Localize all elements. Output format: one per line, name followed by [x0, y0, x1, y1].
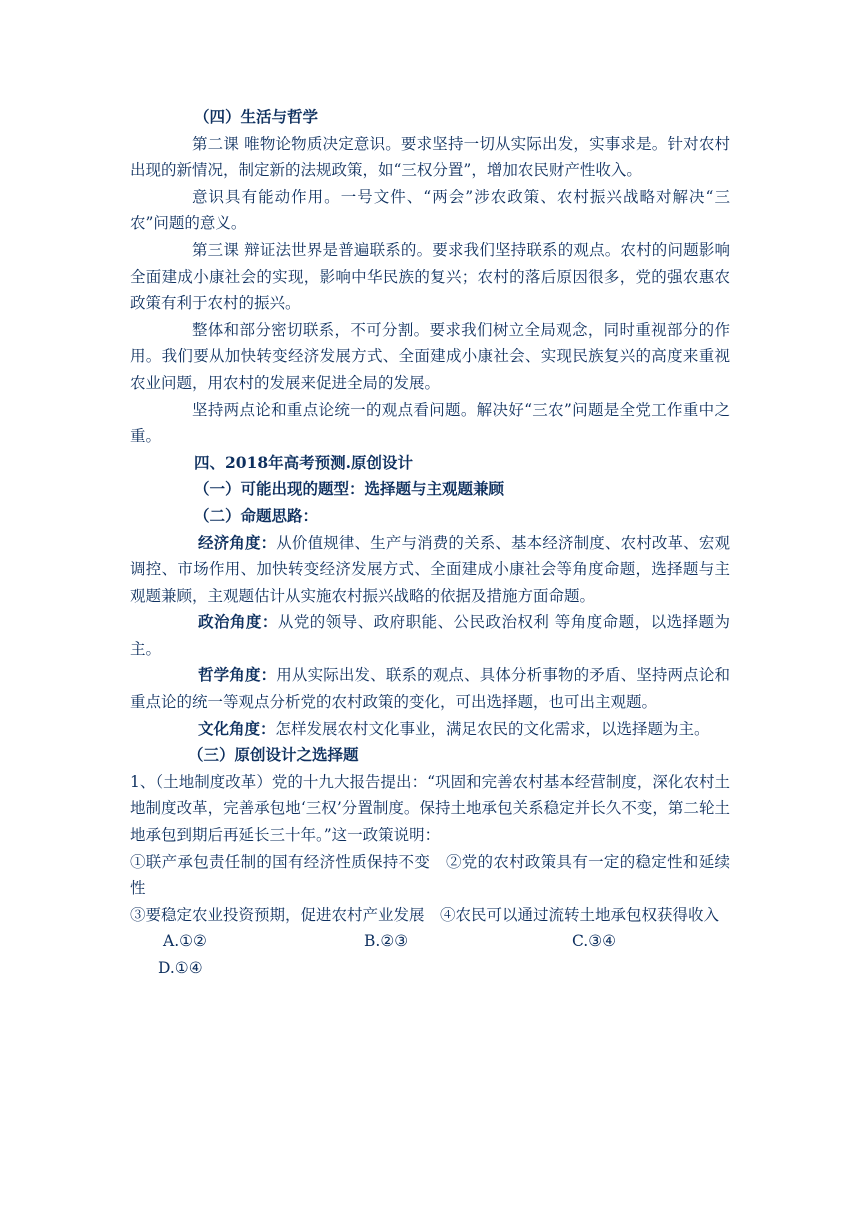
section-heading-life-philosophy: （四）生活与哲学: [194, 107, 319, 126]
paragraph: 第二课 唯物论物质决定意识。要求坚持一切从实际出发，实事求是。针对农村出现的新情况，制定新的法规政策，如“三权分置”，增加农民财产性收入。: [130, 134, 730, 180]
political-angle-text: 从党的领导、政府职能、公民政治权利 等角度命题，以选择题为主。: [130, 613, 730, 658]
question-statements-1-2: ①联产承包责任制的国有经济性质保持不变 ②党的农村政策具有一定的稳定性和延续性: [130, 852, 730, 898]
question-statements-3-4: ③要稳定农业投资预期，促进农村产业发展 ④农民可以通过流转土地承包权获得收入: [130, 905, 720, 924]
answer-options: [130, 928, 730, 984]
political-angle-paragraph: [130, 609, 730, 662]
subheading-question-types: （一）可能出现的题型：选择题与主观题兼顾: [194, 479, 505, 499]
philosophy-angle-label: 哲学角度：: [198, 665, 277, 685]
question-stem: 1、（土地制度改革）党的十九大报告提出：“巩固和完善农村基本经营制度，深化农村土地制度改革，完善承包地‘三权’分置制度。保持土地承包关系稳定并长久不变，第二轮土地承包到期后再延长三十年。”这一政策说明：: [130, 772, 730, 845]
paragraph: 第三课 辩证法世界是普遍联系的。要求我们坚持联系的观点。农村的问题影响全面建成小康社会的实现，影响中华民族的复兴；农村的落后原因很多，党的强农惠农政策有利于农村的振兴。: [130, 240, 730, 313]
subheading-approach: （二）命题思路：: [194, 505, 319, 525]
document-body: [130, 104, 730, 984]
subheading-original-design: （三）原创设计之选择题: [188, 745, 359, 765]
political-angle-label: 政治角度：: [198, 612, 278, 632]
paragraph: 整体和部分密切联系，不可分割。要求我们树立全局观念，同时重视部分的作用。我们要从加快转变经济发展方式、全面建成小康社会、实现民族复兴的高度来重视农业问题，用农村的发展来促进全局的发展。: [130, 320, 730, 392]
part-heading: 四、2018年高考预测.原创设计: [194, 452, 414, 472]
philosophy-angle-text: 用从实际出发、联系的观点、具体分析事物的矛盾、坚持两点论和重点论的统一等观点分析党的农村政策的变化，可出选择题，也可出主观题。: [130, 666, 730, 712]
philosophy-angle-paragraph: [130, 662, 730, 715]
option-b: B.②③: [364, 932, 409, 951]
culture-angle-text: 怎样发展农村文化事业，满足农民的文化需求，以选择题为主。: [275, 719, 710, 738]
option-d: D.①④: [158, 959, 203, 978]
economic-angle-paragraph: [130, 530, 730, 610]
option-a: A.①②: [163, 932, 207, 951]
paragraph: 坚持两点论和重点论统一的观点看问题。解决好“三农”问题是全党工作重中之重。: [130, 400, 730, 446]
culture-angle-paragraph: [130, 716, 730, 743]
option-c: C.③④: [572, 932, 617, 951]
culture-angle-label: 文化角度：: [198, 718, 276, 738]
economic-angle-text: 从价值规律、生产与消费的关系、基本经济制度、农村改革、宏观调控、市场作用、加快转变经济发展方式、全面建成小康社会等角度命题，选择题与主观题兼顾，主观题估计从实施农村振兴战略的依据及措施方面命题。: [130, 533, 730, 605]
paragraph: 意识具有能动作用。一号文件、“两会”涉农政策、农村振兴战略对解决“三农”问题的意义。: [130, 187, 730, 233]
economic-angle-label: 经济角度：: [198, 532, 277, 552]
